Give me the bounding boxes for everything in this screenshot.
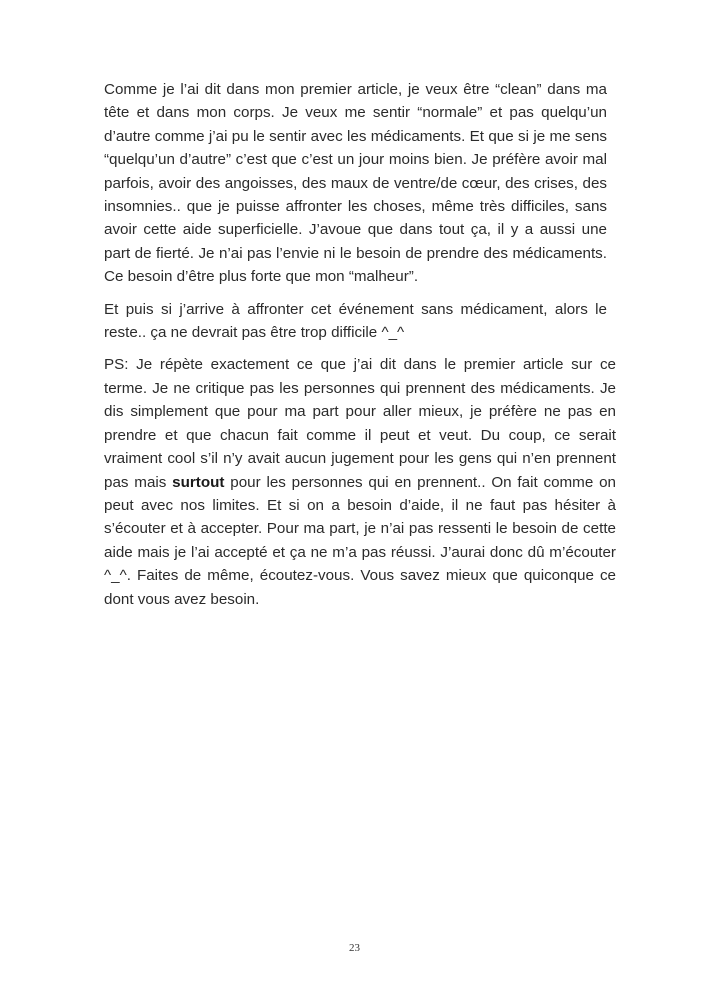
paragraph-ps [104,353,616,610]
paragraph-affronter: Et puis si j’arrive à affronter cet événement sans médicament, alors le reste.. ça ne devrait pas être trop difficile ^_^ [104,300,607,342]
ps-bold-word: surtout [172,473,225,491]
page-number: 23 [349,942,360,954]
ps-text-start: PS: Je répète exactement ce que j’ai dit dans le premier article sur ce terme. Je ne critique pas les personnes qui prennent des médicaments. Je dis simplement que pour ma part pour aller mieux, je préfère ne pas en prendre et que chacun fait comme il peut et veut. Du coup, ce serait vraiment cool s’il n’y avait aucun jugement pour les gens qui n’en prennent pas mais [104,356,616,491]
ps-text-end: pour les personnes qui en prennent.. On fait comme on peut avec nos limites. Et si on a besoin d’aide, il ne faut pas hésiter à s’écouter et à accepter. Pour ma part, je n’ai pas ressenti le besoin de cette aide mais je l’ai accepté et ça ne m’a pas réussi. J’aurai donc dû m’écouter ^_^. Faites de même, écoutez-vous. Vous savez mieux que quiconque ce dont vous avez besoin. [104,473,616,608]
paragraph-clean: Comme je l’ai dit dans mon premier article, je veux être “clean” dans ma tête et dans mon corps. Je veux me sentir “normale” et pas quelqu’un d’autre comme j’ai pu le sentir avec les médicaments. Et que si je me sens “quelqu’un d’autre” c’est que c’est un jour moins bien. Je préfère avoir mal parfois, avoir des angoisses, des maux de ventre/de cœur, des crises, des insomnies.. que je puisse affronter les choses, même très difficiles, sans avoir cette aide superficielle. J’avoue que dans tout ça, il y a aussi une part de fierté. Je n’ai pas l’envie ni le besoin de prendre des médicaments. Ce besoin d’être plus forte que mon “malheur”. [104,81,607,286]
document-body [104,78,616,611]
